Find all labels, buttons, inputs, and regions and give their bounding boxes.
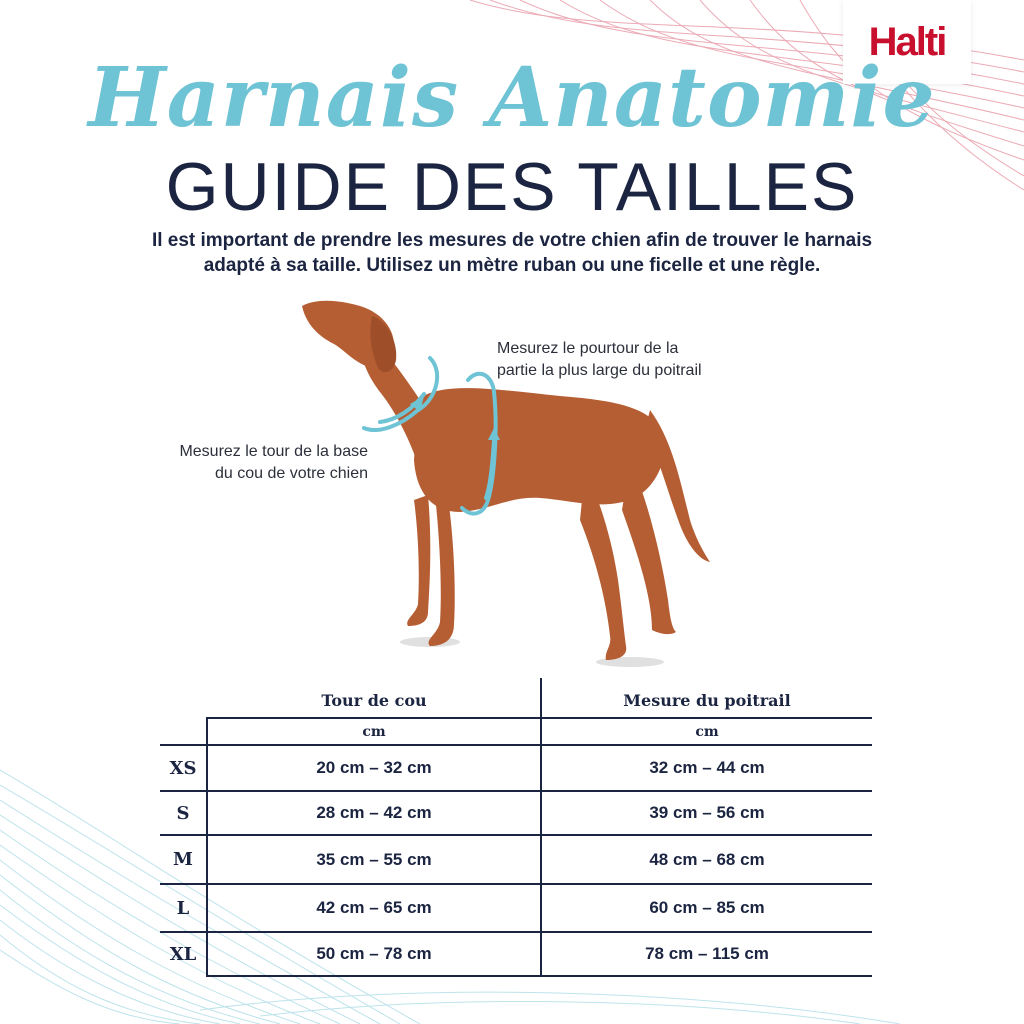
chest-value-m: 48 cm – 68 cm	[649, 849, 765, 869]
size-label-s: S	[176, 802, 190, 824]
chest-value-s: 39 cm – 56 cm	[649, 803, 765, 822]
page-title: GUIDE DES TAILLES	[165, 149, 859, 225]
neck-value-s: 28 cm – 42 cm	[316, 803, 432, 822]
script-title: Harnais Anatomie	[88, 50, 936, 146]
chest-value-l: 60 cm – 85 cm	[649, 898, 765, 917]
size-label-l: L	[176, 897, 190, 919]
unit-neck: cm	[362, 723, 386, 740]
neck-value-xl: 50 cm – 78 cm	[316, 944, 432, 963]
column-header-chest: Mesure du poitrail	[623, 690, 791, 710]
unit-chest: cm	[695, 723, 719, 740]
size-label-m: M	[173, 849, 193, 870]
column-header-neck: Tour de cou	[321, 690, 427, 710]
chest-callout-line-1: Mesurez le pourtour de la	[497, 340, 679, 357]
size-label-xs: XS	[169, 757, 197, 779]
neck-value-m: 35 cm – 55 cm	[316, 849, 432, 869]
intro-line-1: Il est important de prendre les mesures de votre chien afin de trouver le harnais	[151, 230, 873, 251]
neck-callout-line-2: du cou de votre chien	[215, 465, 368, 482]
logo-text: Halti	[868, 19, 946, 64]
chest-value-xs: 32 cm – 44 cm	[649, 758, 765, 777]
chest-value-xl: 78 cm – 115 cm	[645, 944, 769, 963]
neck-value-xs: 20 cm – 32 cm	[316, 758, 432, 777]
size-label-xl: XL	[169, 943, 197, 965]
neck-callout-line-1: Mesurez le tour de la base	[179, 443, 368, 460]
neck-value-l: 42 cm – 65 cm	[316, 898, 432, 917]
intro-line-2: adapté à sa taille. Utilisez un mètre ruban ou une ficelle et une règle.	[203, 255, 821, 276]
chest-callout-line-2: partie la plus large du poitrail	[497, 362, 702, 379]
